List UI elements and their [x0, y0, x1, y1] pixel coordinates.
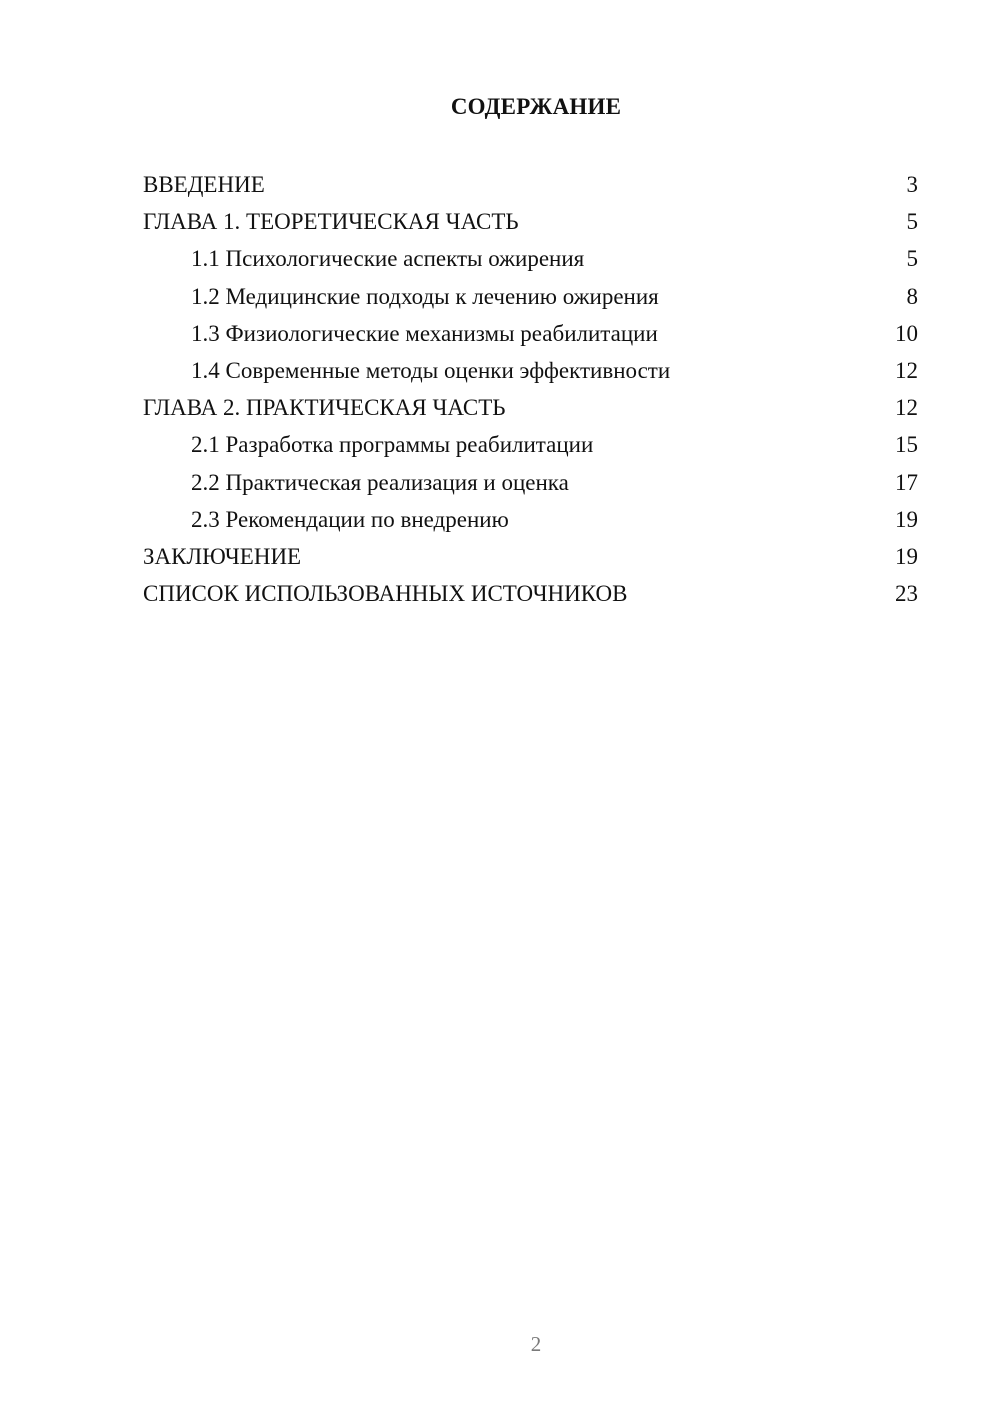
toc-entry-section-2-2[interactable] [143, 464, 918, 501]
toc-entry-section-2-1[interactable] [143, 426, 918, 463]
toc-entry-section-1-4[interactable] [143, 352, 918, 389]
toc-entry-section-1-2[interactable] [143, 278, 918, 315]
toc-entry-label: ВВЕДЕНИЕ [143, 172, 265, 197]
toc-entry-introduction[interactable] [143, 166, 918, 203]
toc-entry-section-1-1[interactable] [143, 240, 918, 277]
toc-entry-page: 12 [895, 357, 918, 383]
toc-entry-label: ЗАКЛЮЧЕНИЕ [143, 543, 302, 569]
toc-entry-section-2-3[interactable] [143, 501, 918, 538]
toc-entry-label: 1.1 Психологические аспекты ожирения [191, 246, 585, 272]
toc-entry-label: ГЛАВА 1. ТЕОРЕТИЧЕСКАЯ ЧАСТЬ [143, 209, 519, 235]
toc-entry-chapter-2[interactable] [143, 389, 918, 426]
toc-entry-page: 19 [895, 543, 918, 569]
page-number: 2 [530, 1332, 542, 1356]
table-of-contents [143, 166, 918, 612]
toc-title: СОДЕРЖАНИЕ [450, 94, 622, 119]
toc-entry-page: 12 [895, 395, 918, 421]
toc-entry-page: 8 [906, 283, 918, 309]
toc-entry-label: 1.4 Современные методы оценки эффективности [191, 357, 671, 383]
toc-entry-label: 1.2 Медицинские подходы к лечению ожирения [191, 283, 659, 309]
toc-entry-conclusion[interactable] [143, 538, 918, 575]
toc-entry-page: 17 [895, 469, 918, 495]
toc-entry-page: 19 [895, 506, 918, 532]
toc-entry-section-1-3[interactable] [143, 315, 918, 352]
toc-entry-label: 2.3 Рекомендации по внедрению [191, 506, 509, 532]
toc-entry-page: 5 [906, 209, 918, 235]
toc-entry-chapter-1[interactable] [143, 203, 918, 240]
toc-entry-label: 2.1 Разработка программы реабилитации [191, 432, 594, 458]
toc-entry-label: СПИСОК ИСПОЛЬЗОВАННЫХ ИСТОЧНИКОВ [143, 581, 628, 607]
toc-entry-page: 23 [895, 581, 918, 607]
toc-entry-page: 5 [906, 246, 918, 272]
toc-entry-page: 10 [895, 320, 918, 346]
toc-entry-references[interactable] [143, 575, 918, 612]
toc-entry-label: 2.2 Практическая реализация и оценка [191, 469, 569, 495]
toc-entry-label: ГЛАВА 2. ПРАКТИЧЕСКАЯ ЧАСТЬ [143, 395, 506, 421]
toc-entry-label: 1.3 Физиологические механизмы реабилитации [191, 320, 658, 346]
toc-entry-page: 15 [895, 432, 918, 458]
toc-entry-page: 3 [906, 172, 918, 197]
